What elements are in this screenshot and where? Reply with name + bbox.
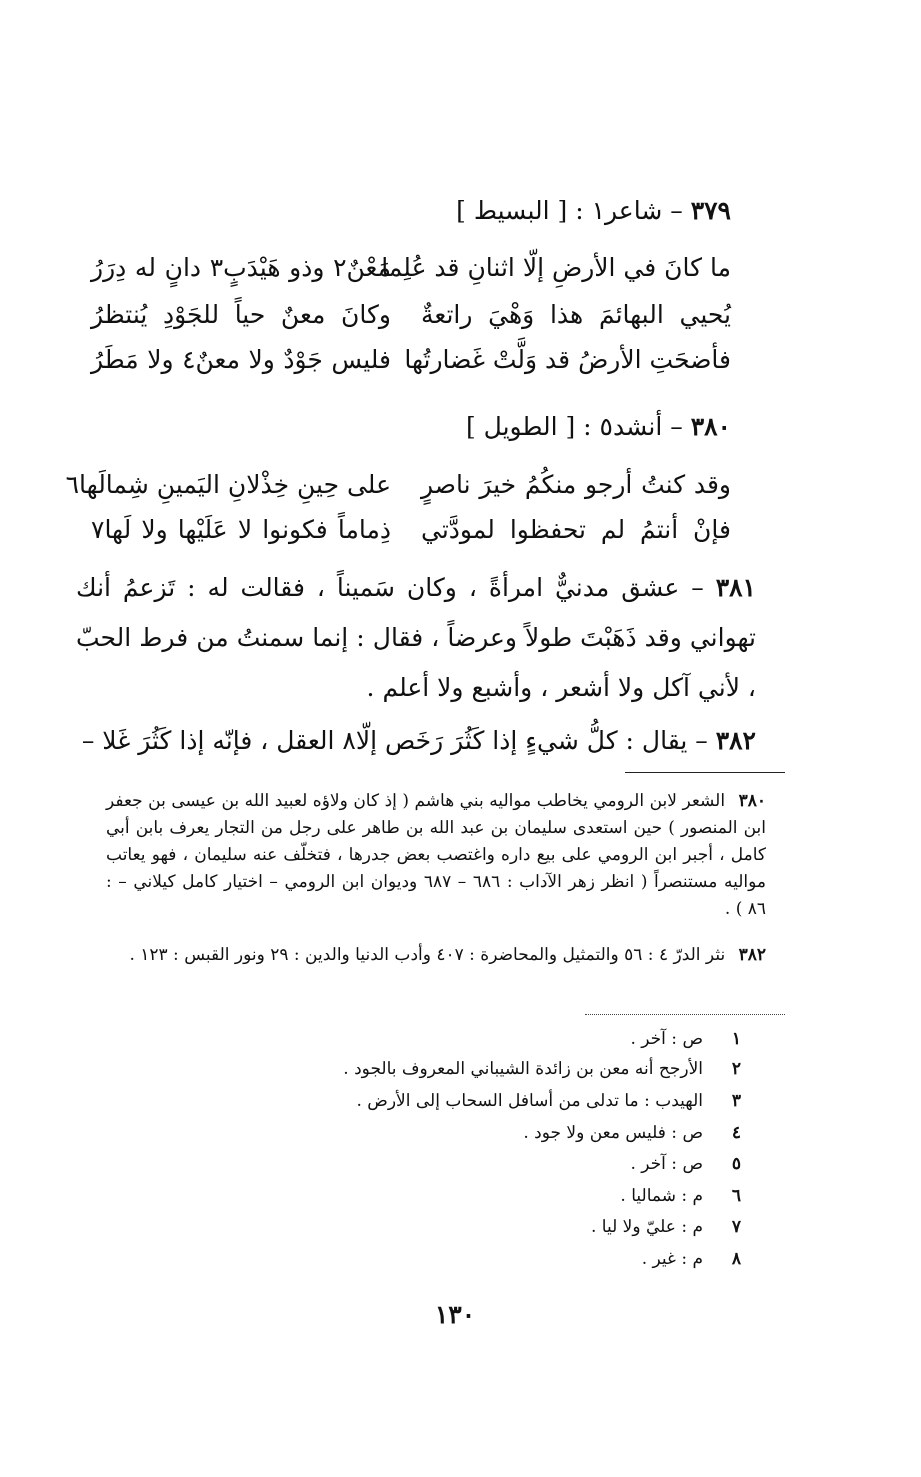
entry-meta: – أنشد٥ : [ الطويل ] bbox=[465, 412, 683, 441]
footnote-number: ١ bbox=[731, 1029, 741, 1049]
verse-line bbox=[65, 465, 731, 505]
footnote-number: ٦ bbox=[731, 1186, 741, 1206]
source-note bbox=[106, 788, 766, 923]
entry-381-paragraph bbox=[76, 563, 756, 713]
verse-hemistich-first: يُحيي البهائمَ هذا وَهْيَ راتعةٌ bbox=[421, 300, 731, 329]
footnote bbox=[241, 1120, 741, 1147]
dotted-separator bbox=[585, 1014, 785, 1015]
page-number: ١٣٠ bbox=[434, 1300, 476, 1329]
footnote-text: الأرجح أنه معن بن زائدة الشيباني المعروف بالجود . bbox=[343, 1059, 703, 1079]
entry-380-heading bbox=[131, 410, 731, 444]
footnote-text: ص : آخر . bbox=[630, 1029, 703, 1049]
footnote-separator bbox=[625, 772, 785, 773]
footnote-number: ٧ bbox=[731, 1217, 741, 1237]
verse-line bbox=[91, 510, 731, 550]
footnote bbox=[241, 1214, 741, 1241]
entry-number: ٣٨٠ bbox=[690, 412, 731, 441]
verse-hemistich-first: فإنْ أنتمُ لم تحفظوا لمودَّتي bbox=[421, 515, 731, 544]
verse-hemistich-second: فليس جَوْدٌ ولا معنٌ٤ ولا مَطَرُ bbox=[91, 345, 391, 374]
entry-number: ٣٨١ bbox=[715, 573, 756, 602]
footnote-text: ص : فليس معن ولا جود . bbox=[523, 1123, 703, 1143]
verse-line bbox=[91, 295, 731, 335]
footnote bbox=[241, 1246, 741, 1273]
footnote-text: م : عليّ ولا ليا . bbox=[590, 1217, 703, 1237]
source-note-number: ٣٨٢ bbox=[738, 945, 766, 965]
footnote bbox=[241, 1026, 741, 1053]
entry-meta: – شاعر١ : [ البسيط ] bbox=[456, 196, 683, 225]
footnote-number: ٤ bbox=[731, 1123, 741, 1143]
entry-number: ٣٨٢ bbox=[715, 726, 756, 755]
footnote-number: ٨ bbox=[731, 1249, 741, 1269]
verse-hemistich-first: ما كانَ في الأرضِ إلّا اثنانِ قد عُلِما bbox=[381, 253, 731, 282]
source-note-number: ٣٨٠ bbox=[738, 791, 766, 811]
entry-text: – يقال : كلُّ شيءٍ إذا كَثُرَ رَخَص إلّا٨ العقل ، فإنّه إذا كَثُرَ غَلا – bbox=[81, 726, 708, 755]
verse-line bbox=[91, 340, 731, 380]
source-note-text: الشعر لابن الرومي يخاطب مواليه بني هاشم ( إذ كان ولاؤه لعبيد الله بن عيسى بن جعفر ابن المنصور ) حين استعدى سليمان بن عبد الله بن طاهر على رجل من التجار يعرف بابن أبي كامل ، أجبر ابن الرومي على بيع داره واغتصب بعض جدرها ، فتخلّف عنه سليمان ، فهو يعاتب مواليه مستنصراً ( انظر زهر الآداب : ٦٨٦ – ٦٨٧ وديوان ابن الرومي – اختيار كامل كيلاني – : ٨٦ ) . bbox=[106, 791, 766, 919]
footnote bbox=[241, 1183, 741, 1210]
verse-hemistich-second: على حِينِ خِذْلانِ اليَمينِ شِمالَها٦ bbox=[65, 470, 391, 499]
verse-line bbox=[91, 248, 731, 288]
footnote bbox=[241, 1056, 741, 1083]
footnote-text: م : غير . bbox=[641, 1249, 703, 1269]
verse-hemistich-second: مَعْنٌ٢ وذو هَيْدَبٍ٣ دانٍ له دِرَرُ bbox=[91, 253, 392, 282]
verse-hemistich-first: وقد كنتُ أرجو منكُمُ خيرَ ناصرٍ bbox=[421, 470, 731, 499]
verse-hemistich-first: فأضحَتِ الأرضُ قد وَلَّتْ غَضارتُها bbox=[404, 345, 731, 374]
entry-number: ٣٧٩ bbox=[690, 196, 731, 225]
footnote bbox=[241, 1151, 741, 1178]
entry-382-paragraph bbox=[76, 716, 756, 766]
footnote-number: ٢ bbox=[731, 1059, 741, 1079]
footnote-number: ٥ bbox=[731, 1154, 741, 1174]
footnote-text: الهيدب : ما تدلى من أسافل السحاب إلى الأرض . bbox=[356, 1091, 703, 1111]
entry-text: – عشق مدنيٌّ امرأةً ، وكان سَميناً ، فقالت له : تَزعمُ أنك تهواني وقد ذَهَبْتَ طولاً وعرضاً ، فقال : إنما سمنتُ من فرط الحبّ ، لأني آكل ولا أشعر ، وأشبع ولا أعلم . bbox=[76, 573, 756, 702]
source-note-text: نثر الدرّ ٤ : ٥٦ والتمثيل والمحاضرة : ٤٠٧ وأدب الدنيا والدين : ٢٩ ونور القبس : ١٢٣ . bbox=[129, 945, 726, 965]
verse-hemistich-second: وكانَ معنٌ حياً للجَوْدِ يُنتظرُ bbox=[91, 300, 391, 329]
footnote-text: م : شماليا . bbox=[620, 1186, 703, 1206]
footnote bbox=[241, 1088, 741, 1115]
source-note bbox=[106, 942, 766, 969]
footnote-text: ص : آخر . bbox=[630, 1154, 703, 1174]
entry-379-heading bbox=[131, 194, 731, 228]
footnote-number: ٣ bbox=[731, 1091, 741, 1111]
verse-hemistich-second: ذِماماً فكونوا لا عَلَيْها ولا لَها٧ bbox=[91, 515, 391, 544]
